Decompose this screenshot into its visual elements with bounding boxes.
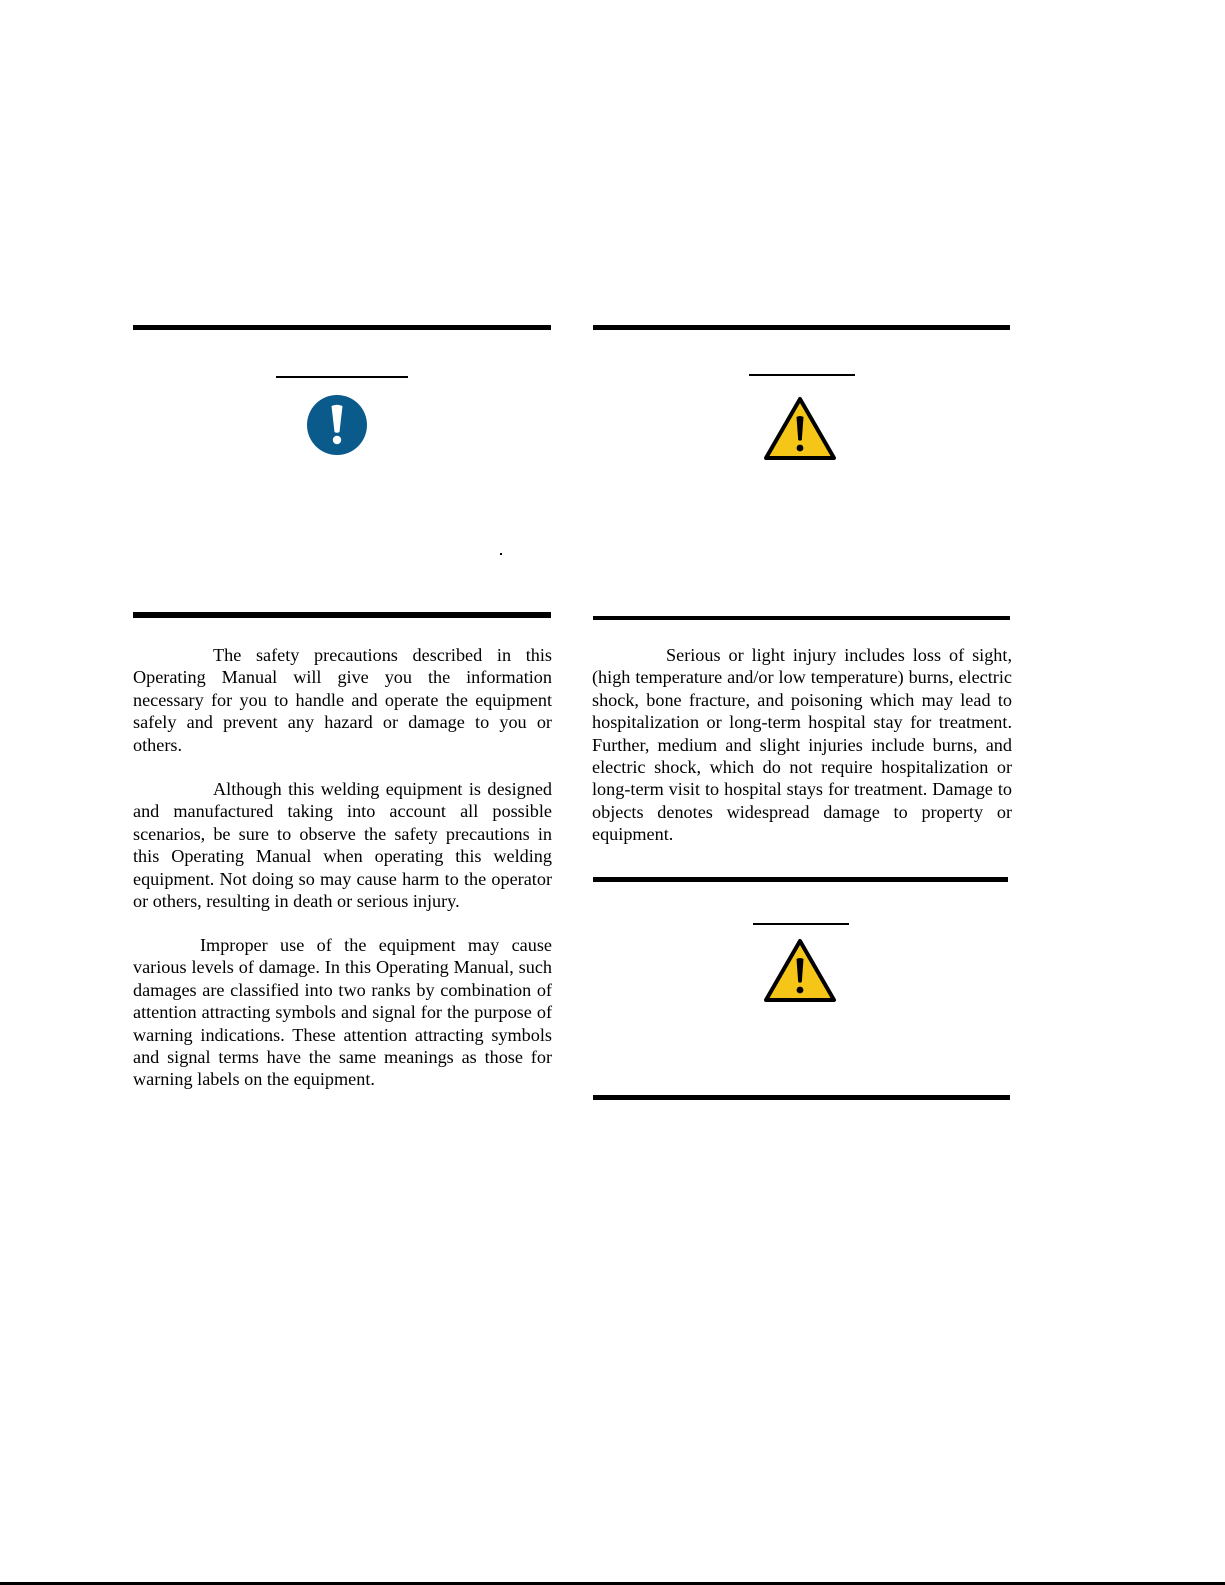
right-box2-heading-underline: [753, 923, 849, 925]
left-paragraph-2: Although this welding equipment is designed and manufactured taking into account all possible scenarios, be sure to observe the safety precautions in this Operating Manual when operating this welding equipment. Not doing so may cause harm to the operator or others, resulting in death or serious injury.: [133, 779, 552, 912]
right-box-bottom-rule: [593, 616, 1010, 620]
right-box-heading-underline: [749, 374, 855, 376]
left-box-heading-underline: [276, 376, 408, 378]
right-paragraph: Serious or light injury includes loss of sight, (high temperature and/or low temperature) burns, electric shock, bone fracture, and poisoning which may lead to hospitalization or long-term hospital stay for treatment. Further, medium and slight injuries include burns, and electric shock, which do not require hospitalization or long-term visit to hospital stays for treatment. Damage to objects denotes widespread damage to property or equipment.: [592, 645, 1012, 845]
mandatory-action-icon: [306, 394, 368, 456]
left-paragraph-3: Improper use of the equipment may cause various levels of damage. In this Operating Manual, such damages are classified into two ranks by combination of attention attracting symbols and signal for the purpose of warning indications. These attention attracting symbols and signal terms have the same meanings as those for warning labels on the equipment.: [133, 935, 552, 1090]
stray-dot: [500, 553, 502, 555]
right-box-top-rule: [593, 325, 1010, 330]
left-paragraph-1: The safety precautions described in this Operating Manual will give you the information necessary for you to handle and operate the equipment safely and prevent any hazard or damage to you or others.: [133, 645, 552, 755]
right-box2-bottom-rule: [593, 1095, 1010, 1100]
left-box-bottom-rule: [133, 612, 551, 618]
warning-triangle-icon: [763, 396, 837, 462]
left-box-top-rule: [133, 325, 551, 330]
warning-triangle-icon: [763, 938, 837, 1004]
right-box2-top-rule: [593, 877, 1008, 882]
